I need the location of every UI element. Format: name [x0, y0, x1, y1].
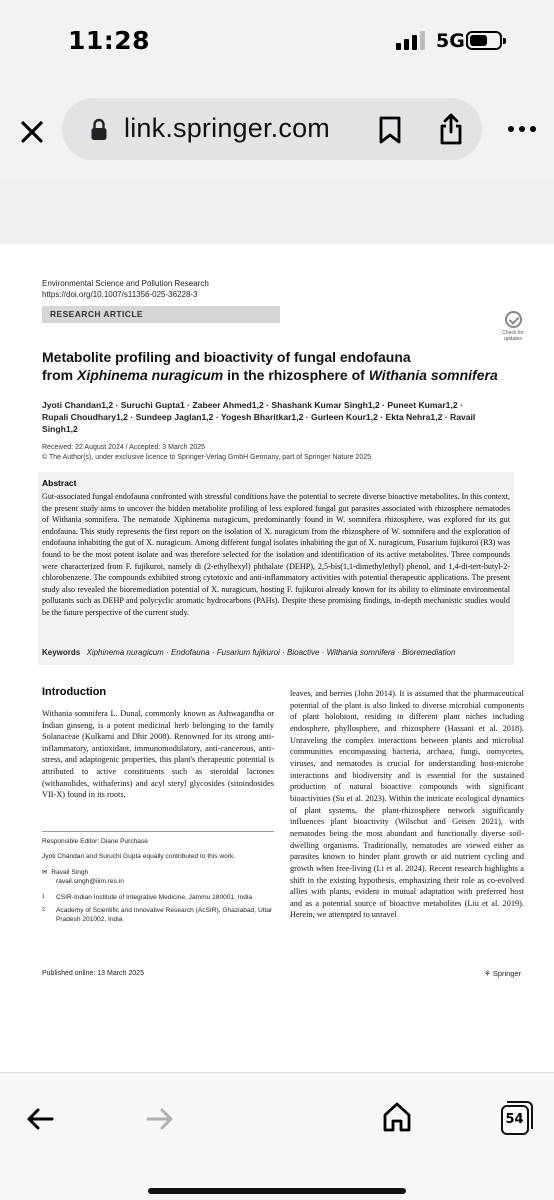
mail-icon: ✉ — [42, 868, 52, 876]
authors-line: Jyoti Chandan1,2 · Suruchi Gupta1 · Zabeer Ahmed1,2 · Shashank Kumar Singh1,2 · Puneet Kumar1,2 · — [42, 400, 463, 410]
corresponding-author: ✉ Ravail Singh ravail.singh@iiim.res.in — [42, 868, 124, 886]
equal-contribution-note: Jyoti Chandan and Suruchi Gupta equally contributed to this work. — [42, 853, 236, 861]
article-type-bar — [42, 306, 280, 323]
url-text[interactable]: link.springer.com — [124, 113, 330, 143]
back-arrow-icon[interactable] — [26, 1107, 54, 1136]
published-date: Published online: 13 March 2025 — [42, 970, 144, 977]
browser-toolbar — [0, 78, 554, 180]
keywords-label: Keywords — [42, 648, 81, 657]
check-for-updates-badge[interactable] — [498, 311, 528, 342]
signal-icon — [396, 30, 425, 50]
lock-icon — [90, 118, 108, 147]
check-icon — [505, 311, 522, 328]
bookmark-icon[interactable] — [377, 115, 403, 150]
article-title: Metabolite profiling and bioactivity of fungal endofauna from Xiphinema nuragicum in the rhizosphere of Withania somnifera — [42, 349, 498, 383]
home-indicator — [148, 1188, 406, 1194]
copyright: © The Author(s), under exclusive licence to Springer-Verlag GmbH Germany, part of Springer Nature 2025 — [42, 454, 371, 461]
home-icon[interactable] — [382, 1101, 412, 1138]
journal-name: Environmental Science and Pollution Research — [42, 279, 209, 288]
battery-icon — [466, 31, 502, 50]
affiliation: 2 Academy of Scientific and Innovative Research (AcSIR), Ghaziabad, Uttar Pradesh 201002, India — [42, 907, 273, 924]
author-list — [42, 399, 512, 435]
tabs-count: 54 — [505, 1112, 524, 1127]
forward-arrow-icon[interactable] — [146, 1107, 174, 1136]
doi-link[interactable]: https://doi.org/10.1007/s11356-025-36228-3 — [42, 290, 198, 299]
share-icon[interactable] — [437, 112, 465, 151]
keywords-text: Xiphinema nuragicum · Endofauna · Fusarium fujikuroi · Bioactive · Withania somnifera · Bioremediation — [86, 648, 456, 657]
footnote-divider — [42, 831, 274, 832]
authors-line: Rupali Choudhary1,2 · Sundeep Jaglan1,2 · Yogesh Bharitkar1,2 · Gurleen Kour1,2 · Ekta Nehra1,2 · Ravail Singh1,2 — [42, 412, 476, 434]
status-bar — [0, 0, 554, 78]
bottom-toolbar — [0, 1072, 554, 1200]
corresponding-email[interactable]: ravail.singh@iiim.res.in — [56, 878, 124, 886]
journal-header — [42, 278, 209, 300]
keywords — [42, 648, 512, 657]
publisher-logo: ⚘ Springer — [484, 969, 522, 978]
introduction-heading: Introduction — [42, 686, 107, 698]
received-date: Received: 22 August 2024 / Accepted: 3 March 2025 — [42, 444, 206, 451]
abstract-section — [38, 472, 514, 665]
network-type: 5G — [436, 30, 465, 52]
check-label: Check for updates — [502, 330, 524, 342]
article-type: RESEARCH ARTICLE — [50, 309, 143, 319]
address-bar[interactable] — [62, 98, 482, 160]
intro-text-left: Withania somnifera L. Dunal, commonly known as Ashwagandha or Indian ginseng, is a potent medicinal herb belonging to the family Solanaceae (Kulkarni and Dhir 2008). Renowned for its strong anti-inflammatory, antioxidant, immunomodulatory, anti-cancerous, anti-stress, and adaptogenic properties, this plant's therapeutic potential is attributed to active constituents such as steroidal lactones (withanolides, withaferins) and acyl steryl glycosides (sitoindosides VII-X) found in its roots, — [42, 709, 274, 800]
abstract-heading: Abstract — [42, 478, 77, 488]
pdf-viewer[interactable] — [0, 180, 554, 1072]
footnotes — [42, 837, 274, 929]
abstract-text: Gut-associated fungal endofauna confronted with stressful conditions have the potential to secrete diverse bioactive metabolites. In this context, the present study aims to uncover the hidden metabolite profiling of less explored fungal gut parasites associated with rhizosphere nematodes of Withania somnifera. The nematode Xiphinema nuragicum, predominantly found in W. somnifera rhizosphere, was explored for its gut endofauna. This study represents the first report on the isolation of X. nuragicum from the rhizosphere of W. somnifera and the exploration of endofauna inhabiting the gut of X. nuragicum. Among different fungal isolates inhabiting the gut of X. nuragicum, Fusarium fujikuroi (R3) was found to be the most potent isolate and was therefore selected for the isolation and identification of its active metabolites. Three compounds were characterized from F. fujikuroi, namely di (2-ethylhexyl) phthalate (DEHP), 2,5-bis(1,1-dimethylethyl) phenol, and 1,4-di-tert-butyl-2-chlorobenzene. The compounds exhibited strong cytotoxic and anti-inflammatory activities with potential therapeutic applications. The present study also revealed the bioremediation potential of X. nuragicum, hosting F. fujikuroi already known for its ability to eliminate environmental pollutants such as DEHP and polycyclic aromatic hydrocarbons (PAHs). Despite these promising findings, in-depth mechanistic studies would be the future perspective of the current study. — [42, 492, 510, 617]
page-gap — [0, 180, 554, 244]
affiliation: 1 CSIR-Indian Institute of Integrative Medicine, Jammu 180001, India — [42, 893, 253, 901]
tabs-icon[interactable] — [501, 1105, 529, 1135]
close-icon[interactable] — [20, 120, 44, 144]
responsible-editor: Responsible Editor: Diane Purchase — [42, 838, 148, 845]
intro-text-right: leaves, and berries (John 2014). It is assumed that the pharmaceutical potential of the plant is also linked to diverse microbial components of plant holobiont, residing in different plant niches including endosphere, phyllosphere, and rhizosphere (Hassani et al. 2018). Unraveling the complex interactions between plants and microbial communities encompassing bacteria, archaea, fungi, oomycetes, viruses, and nematodes is crucial for understanding host-microbe interactions and biodiversity and is essential for the sustained production of natural bioactive compounds with significant bioactivities (Su et al. 2023). Within the intricate ecological dynamics of plant systems, the plant-rhizosphere network significantly influences plant bioactivity (Wilschut and Geisen 2021), with nematodes being the most abundant and functionally diverse soil-dwelling organisms. Traditionally, nematodes are viewed either as parasites known to hinder plant growth or aid nutrient cycling and growth when free-living (Li et al. 2024). Recent research highlights a shift in the existing hypothesis, emphasizing their role as co-evolved allies with plants, evident in mutual adaptation with preferred host and as a potential source of bioactive metabolites (Liu et al. 2019). Herein, we attempted to unravel — [290, 689, 524, 920]
dates-and-copyright — [42, 443, 512, 463]
status-time: 11:28 — [68, 26, 151, 55]
more-icon[interactable] — [508, 126, 536, 132]
